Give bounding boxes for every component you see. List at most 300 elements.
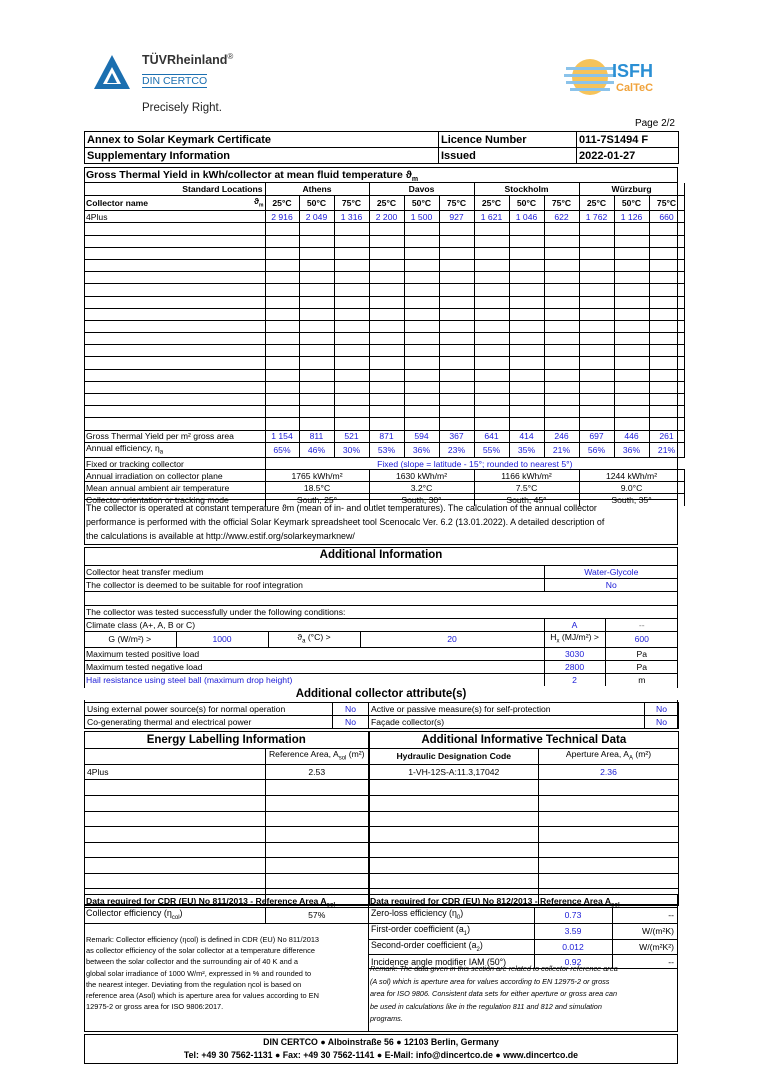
empty-cell xyxy=(614,320,649,332)
empty-cell xyxy=(544,418,579,430)
empty-cell xyxy=(369,858,539,874)
empty-cell xyxy=(509,381,544,393)
location-2: Stockholm xyxy=(474,183,579,195)
efficiency-value: 53% xyxy=(369,442,404,458)
empty-cell xyxy=(509,308,544,320)
empty-cell xyxy=(474,418,509,430)
empty-cell xyxy=(404,247,439,259)
empty-cell xyxy=(266,795,369,811)
cdr812-unit: -- xyxy=(612,908,678,923)
cdr812-unit: W/(m²K) xyxy=(612,923,678,939)
collector-name: 4Plus xyxy=(84,211,265,223)
empty-cell xyxy=(404,296,439,308)
empty-cell xyxy=(299,308,334,320)
empty-cell xyxy=(299,333,334,345)
roof-value: No xyxy=(544,579,678,592)
empty-cell xyxy=(649,259,684,271)
medium-value: Water-Glycole xyxy=(544,566,678,579)
per-m2-value: 1 154 xyxy=(265,430,299,442)
empty-cell xyxy=(544,223,579,235)
yield-value: 1 316 xyxy=(334,211,369,223)
empty-cell xyxy=(369,272,404,284)
footer-line2: Tel: +49 30 7562-1131 ● Fax: +49 30 7562-1141 ● E-Mail: info@dincertco.de ● www.dincertco.de xyxy=(183,1050,579,1060)
irradiation-value: 1765 kWh/m² xyxy=(265,470,369,482)
empty-cell xyxy=(266,811,369,827)
empty-cell xyxy=(265,345,299,357)
empty-cell xyxy=(439,345,474,357)
empty-cell xyxy=(474,369,509,381)
empty-cell xyxy=(474,296,509,308)
empty-cell xyxy=(474,320,509,332)
hail-value: 2 xyxy=(544,673,605,686)
empty-cell xyxy=(649,296,684,308)
hydraulic-code: 1-VH-12S-A:11.3,17042 xyxy=(369,764,539,780)
empty-cell xyxy=(579,247,614,259)
empty-cell xyxy=(614,284,649,296)
footer xyxy=(84,1034,678,1064)
empty-cell xyxy=(539,780,679,796)
location-0: Athens xyxy=(265,183,369,195)
hail-unit: m xyxy=(605,673,678,686)
empty-cell xyxy=(474,284,509,296)
empty-cell xyxy=(649,320,684,332)
empty-cell xyxy=(369,223,404,235)
empty-cell xyxy=(474,333,509,345)
empty-cell xyxy=(85,842,266,858)
empty-cell xyxy=(404,272,439,284)
cdr812-remark xyxy=(370,963,676,1026)
empty-cell xyxy=(614,333,649,345)
empty-cell xyxy=(369,345,404,357)
empty-cell xyxy=(404,381,439,393)
empty-cell xyxy=(404,259,439,271)
empty-cell xyxy=(614,308,649,320)
energy-title: Energy Labelling Information xyxy=(146,734,306,746)
cdr812-title: Data required for CDR (EU) No 812/2013 - Reference Area $A_{sol}$ xyxy=(370,896,620,909)
ref-area-header: Reference Area, $A_{sol}$ (m²) xyxy=(266,749,369,765)
empty-cell xyxy=(544,308,579,320)
empty-cell xyxy=(439,223,474,235)
empty-cell xyxy=(85,795,266,811)
empty-cell xyxy=(579,394,614,406)
empty-cell xyxy=(85,858,266,874)
per-m2-value: 246 xyxy=(544,430,579,442)
empty-cell xyxy=(579,259,614,271)
medium-label: Collector heat transfer medium xyxy=(86,567,204,577)
empty-cell xyxy=(84,296,265,308)
collector-eff-value: 57% xyxy=(265,908,368,923)
empty-cell xyxy=(334,247,369,259)
ref-area-value: 2.53 xyxy=(266,764,369,780)
empty-cell xyxy=(439,369,474,381)
empty-cell xyxy=(266,842,369,858)
empty-cell xyxy=(544,235,579,247)
empty-cell xyxy=(579,381,614,393)
empty-cell xyxy=(509,333,544,345)
remark-line: global solar irradiance of 1000 W/m², expressed in % and rounded to xyxy=(86,968,312,978)
empty-cell xyxy=(265,333,299,345)
empty-cell xyxy=(614,394,649,406)
empty-cell xyxy=(439,320,474,332)
temp-header: 50°C xyxy=(509,195,544,211)
tuv-triangle-icon xyxy=(92,53,132,93)
climate-label: Climate class (A+, A, B or C) xyxy=(86,620,196,630)
empty-cell xyxy=(404,406,439,418)
cdr812-value: 0.73 xyxy=(534,908,612,923)
empty-cell xyxy=(509,223,544,235)
yield-value: 2 049 xyxy=(299,211,334,223)
empty-cell xyxy=(369,780,539,796)
temp-header: 50°C xyxy=(614,195,649,211)
empty-cell xyxy=(474,272,509,284)
empty-cell xyxy=(265,418,299,430)
issued-value: 2022-01-27 xyxy=(577,148,679,164)
empty-cell xyxy=(404,345,439,357)
energy-collector-name: 4Plus xyxy=(87,767,109,778)
empty-cell xyxy=(84,320,265,332)
temp-header: 50°C xyxy=(404,195,439,211)
empty-cell xyxy=(369,357,404,369)
empty-cell xyxy=(474,394,509,406)
empty-cell xyxy=(539,795,679,811)
remark-line: reference area (Asol) which is aperture area for values according to EN xyxy=(86,991,319,1001)
empty-cell xyxy=(334,223,369,235)
licence-value: 011-7S1494 F xyxy=(577,132,679,148)
empty-cell xyxy=(474,381,509,393)
empty-cell xyxy=(299,272,334,284)
empty-cell xyxy=(649,418,684,430)
empty-cell xyxy=(614,345,649,357)
temp-header: 25°C xyxy=(579,195,614,211)
empty-cell xyxy=(334,345,369,357)
empty-cell xyxy=(474,259,509,271)
ambient-label: Mean annual ambient air temperature xyxy=(84,482,265,494)
empty-cell xyxy=(439,259,474,271)
registered-mark: ® xyxy=(227,52,234,61)
cdr812-value: 3.59 xyxy=(534,923,612,939)
efficiency-value: 21% xyxy=(544,442,579,458)
footer-line1: DIN CERTCO ● Alboinstraße 56 ● 12103 Berlin, Germany xyxy=(263,1037,499,1047)
remark-line: area for ISO 9806. Consistent data sets for either aperture or gross area can xyxy=(370,989,618,998)
cdr811-title: Data required for CDR (EU) No 811/2013 - Reference Area $A_{sol}$ xyxy=(86,896,336,909)
empty-cell xyxy=(266,827,369,843)
empty-cell xyxy=(404,333,439,345)
empty-cell xyxy=(265,235,299,247)
empty-cell xyxy=(649,394,684,406)
passive-label: Active or passive measure(s) for self-protection xyxy=(369,703,645,716)
empty-cell xyxy=(334,333,369,345)
empty-cell xyxy=(369,296,404,308)
empty-cell xyxy=(439,284,474,296)
yield-value: 622 xyxy=(544,211,579,223)
temp-header: 25°C xyxy=(369,195,404,211)
empty-cell xyxy=(614,406,649,418)
empty-cell xyxy=(544,272,579,284)
empty-cell xyxy=(265,394,299,406)
empty-cell xyxy=(84,333,265,345)
yield-value: 927 xyxy=(439,211,474,223)
empty-cell xyxy=(614,235,649,247)
empty-cell xyxy=(369,406,404,418)
empty-cell xyxy=(439,357,474,369)
empty-cell xyxy=(369,333,404,345)
yield-title: Gross Thermal Yield in kWh/collector at mean fluid temperature $ϑ_m$ xyxy=(86,169,419,184)
hx-value: 600 xyxy=(605,632,678,648)
empty-cell xyxy=(614,369,649,381)
std-locations-label: Standard Locations xyxy=(84,183,265,195)
per-m2-value: 594 xyxy=(404,430,439,442)
empty-cell xyxy=(299,357,334,369)
empty-cell xyxy=(509,357,544,369)
technical-title: Additional Informative Technical Data xyxy=(369,732,679,749)
yield-value: 1 046 xyxy=(509,211,544,223)
empty-cell xyxy=(334,418,369,430)
empty-cell xyxy=(84,223,265,235)
empty-cell xyxy=(84,272,265,284)
empty-cell xyxy=(614,381,649,393)
empty-cell xyxy=(369,811,539,827)
pos-load-value: 3030 xyxy=(544,647,605,660)
empty-cell xyxy=(439,333,474,345)
per-m2-value: 261 xyxy=(649,430,684,442)
cdr811-remark xyxy=(86,934,368,1012)
empty-cell xyxy=(539,858,679,874)
irradiation-label: Annual irradiation on collector plane xyxy=(84,470,265,482)
empty-cell xyxy=(649,369,684,381)
empty-cell xyxy=(509,418,544,430)
temp-header: 75°C xyxy=(439,195,474,211)
empty-cell xyxy=(299,406,334,418)
cdr812-unit: -- xyxy=(612,955,678,969)
cdr812-label: Zero-loss efficiency $(\eta_0)$ xyxy=(371,908,464,921)
empty-cell xyxy=(509,259,544,271)
empty-cell xyxy=(649,357,684,369)
empty-cell xyxy=(474,345,509,357)
facade-label: Façade collector(s) xyxy=(369,716,645,729)
empty-cell xyxy=(266,780,369,796)
empty-cell xyxy=(369,247,404,259)
empty-cell xyxy=(84,259,265,271)
efficiency-value: 30% xyxy=(334,442,369,458)
per-m2-value: 697 xyxy=(579,430,614,442)
location-1: Davos xyxy=(369,183,474,195)
additional-table xyxy=(84,565,678,686)
irradiation-value: 1166 kWh/m² xyxy=(474,470,579,482)
facade-value: No xyxy=(645,716,679,729)
remark-line: between the solar collector and the surrounding air of 40 K and a xyxy=(86,957,299,967)
empty-cell xyxy=(84,284,265,296)
cdr811-table xyxy=(84,908,368,924)
empty-cell xyxy=(299,369,334,381)
empty-cell xyxy=(299,247,334,259)
empty-cell xyxy=(539,842,679,858)
empty-cell xyxy=(474,235,509,247)
efficiency-value: 65% xyxy=(265,442,299,458)
empty-cell xyxy=(544,284,579,296)
aperture-header: Aperture Area, $A_A$ (m²) xyxy=(539,749,679,765)
empty-cell xyxy=(369,827,539,843)
empty-cell xyxy=(334,369,369,381)
note-line1: The collector is operated at constant temperature ϑm (mean of in- and outlet temperatures). The calculation of the annual collector xyxy=(86,503,597,513)
remark-line: Remark: Collector efficiency (ηcol) is defined in CDR (EU) No 811/2013 xyxy=(86,935,320,944)
climate-dash: -- xyxy=(605,619,678,632)
empty-cell xyxy=(265,223,299,235)
empty-cell xyxy=(334,272,369,284)
yield-table xyxy=(84,183,685,506)
empty-cell xyxy=(649,345,684,357)
efficiency-value: 55% xyxy=(474,442,509,458)
tuv-text: TÜVRheinland xyxy=(142,53,228,68)
empty-cell xyxy=(404,284,439,296)
empty-cell xyxy=(649,272,684,284)
empty-cell xyxy=(299,394,334,406)
ambient-value: 7.5°C xyxy=(474,482,579,494)
empty-cell xyxy=(299,284,334,296)
empty-cell xyxy=(544,357,579,369)
tuv-dincertco-logo xyxy=(92,50,242,120)
empty-cell xyxy=(84,369,265,381)
cdr812-value: 0.92 xyxy=(534,955,612,969)
empty-cell xyxy=(614,418,649,430)
efficiency-value: 35% xyxy=(509,442,544,458)
empty-cell xyxy=(614,272,649,284)
empty-cell xyxy=(649,284,684,296)
empty-cell xyxy=(579,272,614,284)
empty-cell xyxy=(265,308,299,320)
empty-cell xyxy=(509,345,544,357)
empty-cell xyxy=(509,406,544,418)
empty-cell xyxy=(439,235,474,247)
page-number: Page 2/2 xyxy=(634,118,675,129)
isfh-sun-icon xyxy=(560,55,620,100)
empty-cell xyxy=(369,418,404,430)
per-m2-value: 367 xyxy=(439,430,474,442)
energy-table xyxy=(84,731,679,906)
empty-cell xyxy=(509,369,544,381)
efficiency-value: 56% xyxy=(579,442,614,458)
per-m2-value: 521 xyxy=(334,430,369,442)
empty-cell xyxy=(579,308,614,320)
cdr812-unit: W/(m²K²) xyxy=(612,939,678,955)
theta-header: $ϑ_m$ xyxy=(254,195,265,211)
yield-value: 2 200 xyxy=(369,211,404,223)
empty-cell xyxy=(334,357,369,369)
empty-cell xyxy=(334,308,369,320)
empty-cell xyxy=(334,259,369,271)
empty-cell xyxy=(579,418,614,430)
remark-line: (A sol) which is aperture area for values according to EN 12975-2 or gross xyxy=(370,976,610,986)
neg-load-value: 2800 xyxy=(544,660,605,673)
orientation-value: South, 35° xyxy=(579,494,684,506)
empty-cell xyxy=(509,320,544,332)
empty-cell xyxy=(404,308,439,320)
yield-value: 1 500 xyxy=(404,211,439,223)
empty-cell xyxy=(439,247,474,259)
per-m2-value: 414 xyxy=(509,430,544,442)
empty-cell xyxy=(509,235,544,247)
empty-cell xyxy=(579,406,614,418)
note-line2: performance is performed with the official Solar Keymark spreadsheet tool Scenocalc Ver. 6.2 (13.01.2022). A detailed description of xyxy=(86,517,605,527)
hx-label: $H_x$ (MJ/m²) > xyxy=(544,632,605,648)
collector-name-header: Collector name xyxy=(86,197,149,208)
ext-power-value: No xyxy=(333,703,369,716)
additional-title: Additional Information xyxy=(319,549,443,561)
remark-line: be used in calculations like in the regulation 811 and 812 and simulation xyxy=(370,1001,602,1011)
empty-cell xyxy=(579,320,614,332)
empty-cell xyxy=(509,247,544,259)
divider xyxy=(84,499,678,500)
orientation-value: South, 45° xyxy=(474,494,579,506)
aperture-value: 2.36 xyxy=(539,764,679,780)
slogan-text: Precisely Right. xyxy=(142,102,222,114)
attributes-title: Additional collector attribute(s) xyxy=(84,688,678,700)
empty-cell xyxy=(474,406,509,418)
empty-cell xyxy=(544,381,579,393)
note-line3: the calculations is available at http://www.estif.org/solarkeymarknew/ xyxy=(86,531,355,541)
temp-header: 75°C xyxy=(334,195,369,211)
empty-cell xyxy=(334,381,369,393)
empty-cell xyxy=(84,357,265,369)
empty-cell xyxy=(579,235,614,247)
ta-label: $ϑ_a$ (°C) > xyxy=(268,632,360,648)
empty-cell xyxy=(85,873,266,889)
empty-cell xyxy=(614,223,649,235)
empty-cell xyxy=(649,381,684,393)
empty-cell xyxy=(509,284,544,296)
header-table xyxy=(84,131,679,164)
cogen-label: Co-generating thermal and electrical power xyxy=(87,717,252,727)
empty-cell xyxy=(369,284,404,296)
empty-cell xyxy=(474,247,509,259)
empty-cell xyxy=(84,247,265,259)
empty-cell xyxy=(369,842,539,858)
empty-cell xyxy=(299,320,334,332)
cdr812-label: First-order coefficient $(a_1)$ xyxy=(371,923,471,937)
empty-cell xyxy=(265,406,299,418)
empty-cell xyxy=(439,418,474,430)
empty-cell xyxy=(509,296,544,308)
pos-load-label: Maximum tested positive load xyxy=(86,648,200,659)
empty-cell xyxy=(544,259,579,271)
empty-cell xyxy=(265,296,299,308)
remark-line: the nearest integer. Deviating from the regulation ηcol is based on xyxy=(86,979,302,989)
empty-cell xyxy=(265,247,299,259)
empty-cell xyxy=(439,272,474,284)
g-label: G (W/m²) > xyxy=(108,634,152,645)
orientation-value: South, 25° xyxy=(265,494,369,506)
empty-cell xyxy=(544,345,579,357)
ambient-value: 3.2°C xyxy=(369,482,474,494)
empty-cell xyxy=(369,795,539,811)
empty-cell xyxy=(544,394,579,406)
isfh-text: ISFH xyxy=(612,61,654,81)
empty-cell xyxy=(579,296,614,308)
yield-value: 2 916 xyxy=(265,211,299,223)
empty-cell xyxy=(539,811,679,827)
irradiation-value: 1244 kWh/m² xyxy=(579,470,684,482)
temp-header: 75°C xyxy=(544,195,579,211)
empty-cell xyxy=(84,406,265,418)
empty-cell xyxy=(649,406,684,418)
empty-cell xyxy=(334,320,369,332)
empty-cell xyxy=(474,223,509,235)
dincertco-text: DIN CERTCO xyxy=(142,75,208,87)
empty-cell xyxy=(649,308,684,320)
hail-label: Hail resistance using steel ball (maximum drop height) xyxy=(86,674,293,685)
remark-line: 12975-2 or gross area for ISO 9806:2017. xyxy=(86,1002,224,1012)
empty-cell xyxy=(85,780,266,796)
empty-cell xyxy=(369,369,404,381)
